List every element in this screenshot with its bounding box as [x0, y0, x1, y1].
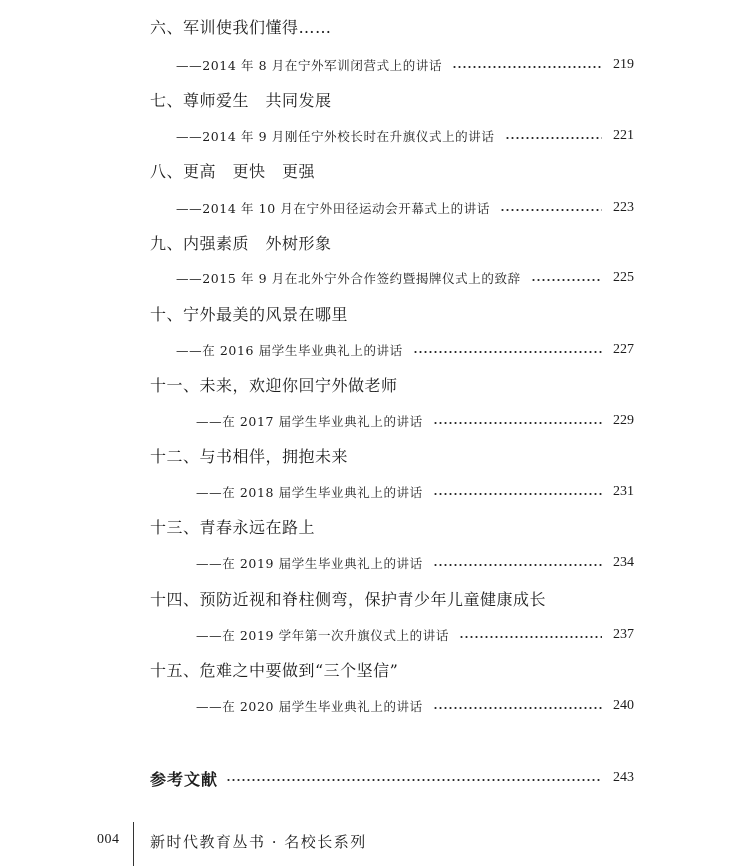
- toc-speech-line: [176, 268, 634, 288]
- toc-speech-subtitle: ——在 2019 学年第一次升旗仪式上的讲话: [196, 628, 449, 643]
- toc-page-number: 231: [613, 484, 634, 499]
- toc-speech-line: [196, 625, 634, 645]
- toc-page-number: 234: [613, 555, 634, 570]
- toc-speech-line: [176, 55, 634, 75]
- toc-page-number: 240: [613, 698, 634, 713]
- toc-speech-subtitle: ——2014 年 9 月刚任宁外校长时在升旗仪式上的讲话: [176, 129, 495, 144]
- toc-chapter-title: 十五、危难之中要做到“三个坚信”: [150, 661, 399, 680]
- toc-speech-line: [176, 126, 634, 146]
- toc-speech-subtitle: ——2014 年 10 月在宁外田径运动会开幕式上的讲话: [176, 201, 490, 216]
- toc-dot-leader: [500, 208, 602, 212]
- toc-dot-leader: [433, 563, 602, 567]
- footer-divider: [133, 822, 134, 866]
- toc-speech-line: [196, 482, 634, 502]
- toc-speech-line: [176, 340, 634, 360]
- toc-chapter-title: 十一、未来，欢迎你回宁外做老师: [150, 376, 398, 395]
- toc-speech-subtitle: ——在 2020 届学生毕业典礼上的讲话: [196, 699, 423, 714]
- footer-page-number: 004: [97, 832, 120, 847]
- toc-chapter-title: 九、内强素质 外树形象: [150, 234, 332, 253]
- toc-chapter-title: 十二、与书相伴，拥抱未来: [150, 447, 349, 466]
- toc-references-line: [150, 768, 634, 788]
- toc-dot-leader: [505, 136, 603, 140]
- toc-chapter-title: 八、更高 更快 更强: [150, 162, 316, 181]
- toc-chapter-title: 十三、青春永远在路上: [150, 518, 316, 537]
- toc-speech-line: [196, 696, 634, 716]
- toc-page-number: 219: [613, 57, 634, 72]
- toc-chapter-title: 六、军训使我们懂得……: [150, 18, 332, 37]
- footer-series-title: 新时代教育丛书 · 名校长系列: [150, 833, 367, 851]
- toc-page-number: 221: [613, 128, 634, 143]
- toc-speech-subtitle: ——2015 年 9 月在北外宁外合作签约暨揭牌仪式上的致辞: [176, 271, 521, 286]
- toc-speech-subtitle: ——在 2017 届学生毕业典礼上的讲话: [196, 414, 423, 429]
- toc-page-number: 223: [613, 200, 634, 215]
- toc-speech-line: [196, 411, 634, 431]
- page-footer: [0, 822, 750, 866]
- toc-page-number: 237: [613, 627, 634, 642]
- toc-speech-subtitle: ——在 2018 届学生毕业典礼上的讲话: [196, 485, 423, 500]
- toc-speech-subtitle: ——2014 年 8 月在宁外军训闭营式上的讲话: [176, 58, 443, 73]
- toc-chapter-title: 七、尊师爱生 共同发展: [150, 91, 332, 110]
- toc-dot-leader: [433, 421, 602, 425]
- toc-dot-leader: [531, 278, 602, 282]
- toc-page-number: 229: [613, 413, 634, 428]
- toc-dot-leader: [452, 65, 602, 69]
- toc-speech-subtitle: ——在 2016 届学生毕业典礼上的讲话: [176, 343, 403, 358]
- toc-dot-leader: [433, 706, 602, 710]
- toc-chapter-title: 十四、预防近视和脊柱侧弯，保护青少年儿童健康成长: [150, 590, 547, 609]
- toc-speech-subtitle: ——在 2019 届学生毕业典礼上的讲话: [196, 556, 423, 571]
- references-title: 参考文献: [150, 769, 219, 789]
- toc-dot-leader: [413, 350, 602, 354]
- toc-page-number: 243: [613, 770, 634, 785]
- toc-chapter-title: 十、宁外最美的风景在哪里: [150, 305, 349, 324]
- toc-speech-line: [176, 198, 634, 218]
- toc-dot-leader: [226, 778, 602, 782]
- toc-speech-line: [196, 553, 634, 573]
- toc-dot-leader: [433, 492, 602, 496]
- toc-page-number: 225: [613, 270, 634, 285]
- toc-page-number: 227: [613, 342, 634, 357]
- toc-dot-leader: [459, 635, 602, 639]
